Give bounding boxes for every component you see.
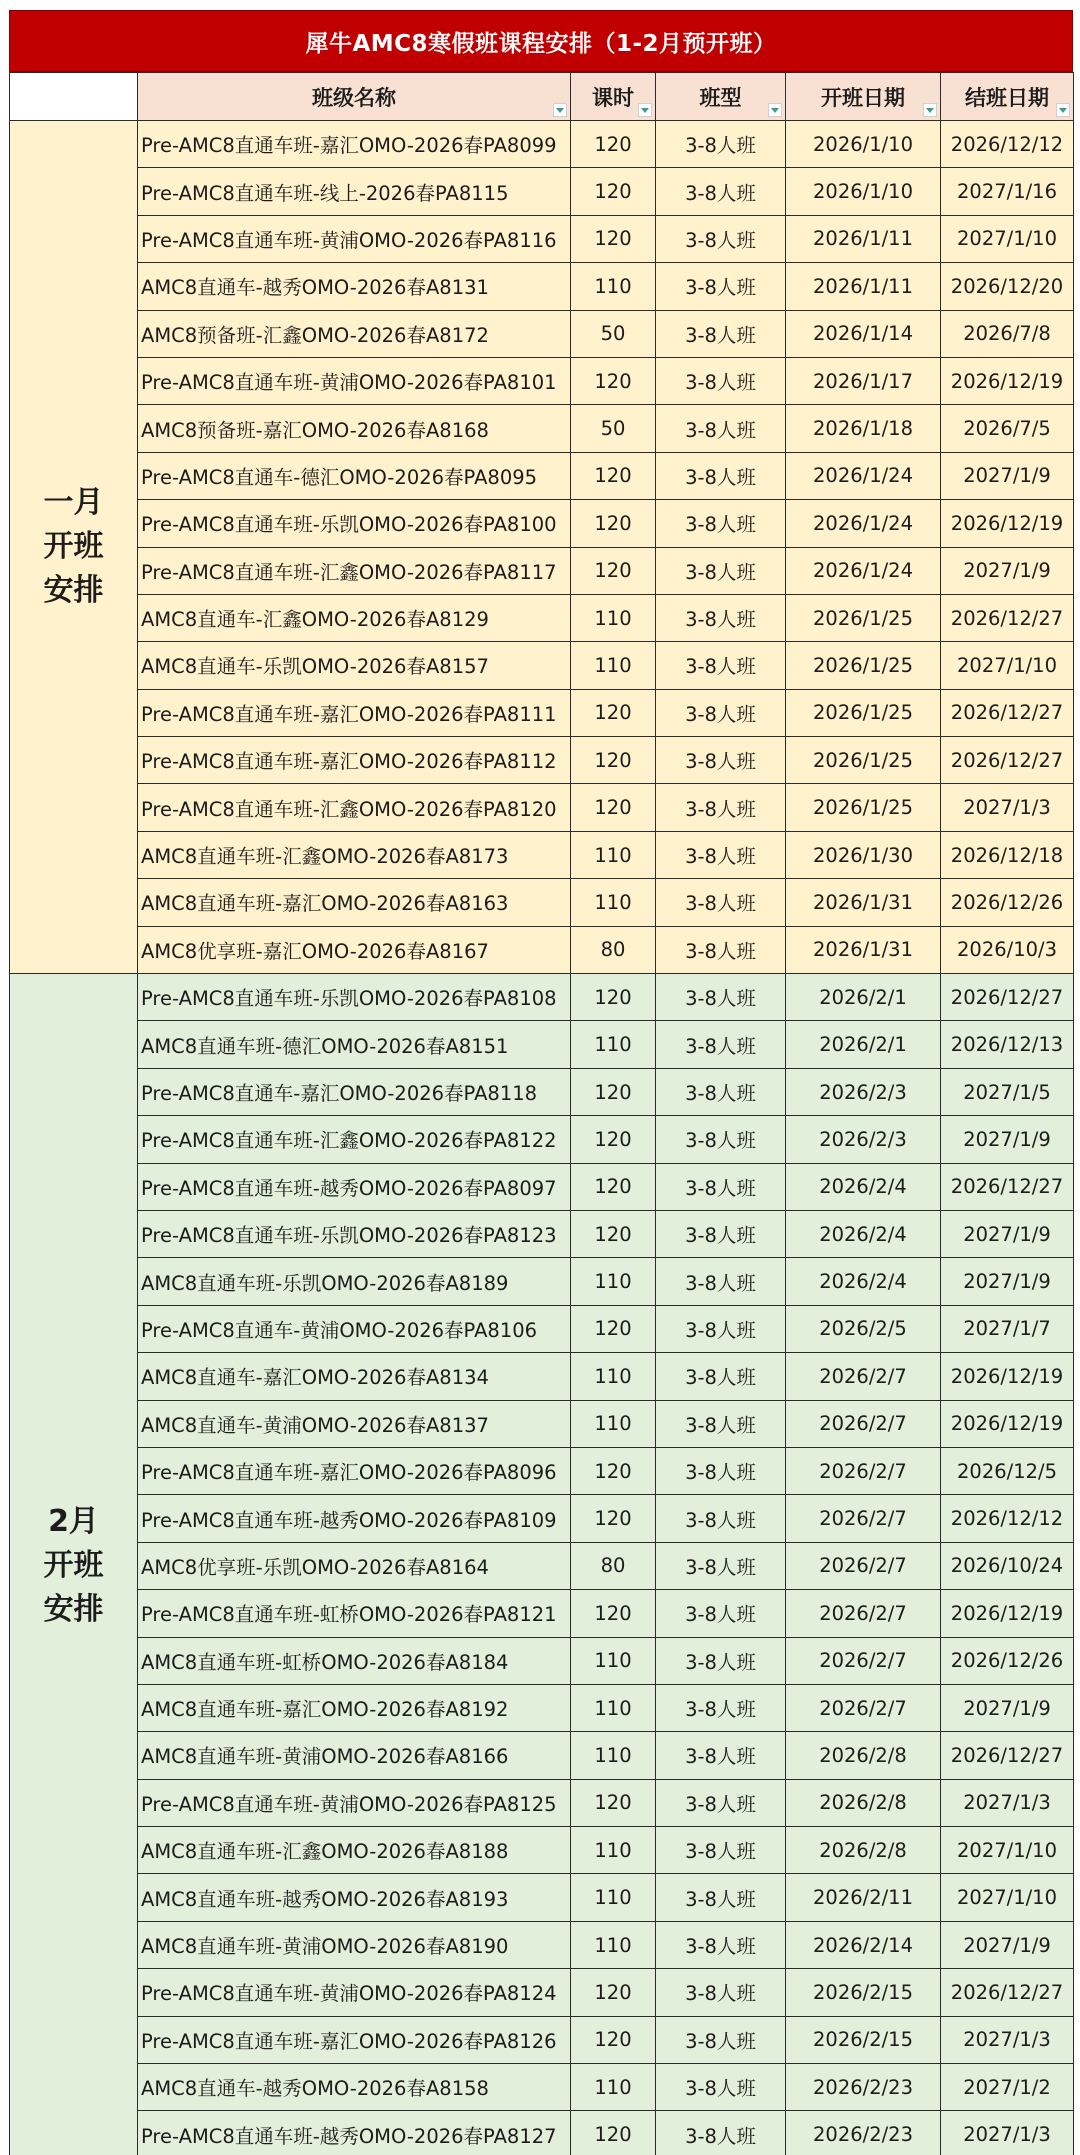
cell-hours[interactable]: 110 [571, 642, 656, 689]
cell-end-date[interactable]: 2027/1/9 [941, 1921, 1074, 1968]
cell-end-date[interactable]: 2026/12/19 [941, 1353, 1074, 1400]
cell-class-name[interactable]: Pre-AMC8直通车班-嘉汇OMO-2026春PA8096 [138, 1447, 571, 1494]
cell-hours[interactable]: 50 [571, 310, 656, 357]
cell-class-type[interactable]: 3-8人班 [656, 2111, 786, 2155]
cell-class-type[interactable]: 3-8人班 [656, 926, 786, 973]
cell-end-date[interactable]: 2026/12/26 [941, 1637, 1074, 1684]
cell-start-date[interactable]: 2026/2/7 [786, 1400, 941, 1447]
cell-hours[interactable]: 110 [571, 1827, 656, 1874]
cell-class-name[interactable]: AMC8直通车-乐凯OMO-2026春A8157 [138, 642, 571, 689]
cell-class-type[interactable]: 3-8人班 [656, 1542, 786, 1589]
table-row [10, 168, 1074, 215]
table-row [10, 1637, 1074, 1684]
cell-end-date[interactable]: 2026/7/5 [941, 405, 1074, 452]
cell-class-name[interactable]: AMC8直通车班-嘉汇OMO-2026春A8163 [138, 879, 571, 926]
table-row [10, 1163, 1074, 1210]
table-row [10, 2064, 1074, 2111]
cell-hours[interactable]: 120 [571, 121, 656, 168]
cell-hours[interactable]: 110 [571, 1874, 656, 1921]
cell-hours[interactable]: 50 [571, 405, 656, 452]
schedule-sheet [9, 10, 1073, 2155]
cell-end-date[interactable]: 2026/12/27 [941, 1969, 1074, 2016]
cell-start-date[interactable]: 2026/2/1 [786, 974, 941, 1021]
table-row [10, 1210, 1074, 1257]
cell-start-date[interactable]: 2026/2/4 [786, 1210, 941, 1257]
cell-end-date[interactable]: 2027/1/9 [941, 1210, 1074, 1257]
cell-end-date[interactable]: 2026/12/19 [941, 357, 1074, 404]
cell-start-date[interactable]: 2026/2/15 [786, 2016, 941, 2063]
cell-class-name[interactable]: Pre-AMC8直通车班-嘉汇OMO-2026春PA8112 [138, 737, 571, 784]
cell-end-date[interactable]: 2026/12/26 [941, 879, 1074, 926]
cell-hours[interactable]: 120 [571, 737, 656, 784]
table-row [10, 452, 1074, 499]
cell-class-type[interactable]: 3-8人班 [656, 452, 786, 499]
cell-class-name[interactable]: AMC8直通车班-嘉汇OMO-2026春A8192 [138, 1684, 571, 1731]
cell-class-name[interactable]: AMC8直通车-黄浦OMO-2026春A8137 [138, 1400, 571, 1447]
header-hours: 课时 [571, 73, 656, 121]
cell-class-type[interactable]: 3-8人班 [656, 1305, 786, 1352]
cell-hours[interactable]: 120 [571, 1210, 656, 1257]
cell-hours[interactable]: 120 [571, 452, 656, 499]
cell-start-date[interactable]: 2026/2/15 [786, 1969, 941, 2016]
cell-class-type[interactable]: 3-8人班 [656, 831, 786, 878]
cell-start-date[interactable]: 2026/2/3 [786, 1068, 941, 1115]
table-row [10, 1258, 1074, 1305]
cell-hours[interactable]: 110 [571, 879, 656, 926]
cell-class-name[interactable]: Pre-AMC8直通车班-嘉汇OMO-2026春PA8111 [138, 689, 571, 736]
cell-start-date[interactable]: 2026/1/30 [786, 831, 941, 878]
cell-class-name[interactable]: Pre-AMC8直通车班-越秀OMO-2026春PA8109 [138, 1495, 571, 1542]
cell-class-type[interactable]: 3-8人班 [656, 737, 786, 784]
cell-class-type[interactable]: 3-8人班 [656, 1258, 786, 1305]
table-row [10, 784, 1074, 831]
cell-end-date[interactable]: 2026/12/19 [941, 1400, 1074, 1447]
table-row [10, 594, 1074, 641]
table-row [10, 2016, 1074, 2063]
cell-class-type[interactable]: 3-8人班 [656, 879, 786, 926]
cell-hours[interactable]: 110 [571, 1021, 656, 1068]
cell-hours[interactable]: 120 [571, 215, 656, 262]
cell-end-date[interactable]: 2027/1/9 [941, 547, 1074, 594]
cell-hours[interactable]: 80 [571, 926, 656, 973]
section-label-january [10, 121, 138, 974]
table-row [10, 263, 1074, 310]
cell-class-type[interactable]: 3-8人班 [656, 1921, 786, 1968]
cell-end-date[interactable]: 2027/1/3 [941, 784, 1074, 831]
cell-class-name[interactable]: AMC8直通车班-乐凯OMO-2026春A8189 [138, 1258, 571, 1305]
cell-class-type[interactable]: 3-8人班 [656, 1400, 786, 1447]
cell-end-date[interactable]: 2026/12/5 [941, 1447, 1074, 1494]
cell-hours[interactable]: 120 [571, 500, 656, 547]
cell-end-date[interactable]: 2026/12/27 [941, 737, 1074, 784]
cell-class-type[interactable]: 3-8人班 [656, 1353, 786, 1400]
table-row [10, 1732, 1074, 1779]
table-row [10, 879, 1074, 926]
cell-end-date[interactable]: 2027/1/3 [941, 2111, 1074, 2155]
cell-end-date[interactable]: 2027/1/9 [941, 1684, 1074, 1731]
cell-start-date[interactable]: 2026/2/7 [786, 1447, 941, 1494]
cell-class-name[interactable]: AMC8优享班-嘉汇OMO-2026春A8167 [138, 926, 571, 973]
cell-start-date[interactable]: 2026/2/8 [786, 1779, 941, 1826]
cell-class-name[interactable]: Pre-AMC8直通车班-乐凯OMO-2026春PA8123 [138, 1210, 571, 1257]
table-row [10, 1779, 1074, 1826]
cell-class-type[interactable]: 3-8人班 [656, 594, 786, 641]
table-row [10, 1400, 1074, 1447]
cell-start-date[interactable]: 2026/1/24 [786, 452, 941, 499]
cell-class-name[interactable]: Pre-AMC8直通车班-嘉汇OMO-2026春PA8099 [138, 121, 571, 168]
table-row [10, 1684, 1074, 1731]
cell-class-type[interactable]: 3-8人班 [656, 263, 786, 310]
table-row [10, 926, 1074, 973]
cell-hours[interactable]: 110 [571, 1637, 656, 1684]
cell-hours[interactable]: 110 [571, 1258, 656, 1305]
cell-class-name[interactable]: Pre-AMC8直通车班-黄浦OMO-2026春PA8101 [138, 357, 571, 404]
cell-class-name[interactable]: Pre-AMC8直通车班-越秀OMO-2026春PA8127 [138, 2111, 571, 2155]
cell-start-date[interactable]: 2026/2/4 [786, 1258, 941, 1305]
table-row [10, 1021, 1074, 1068]
cell-class-name[interactable]: Pre-AMC8直通车班-黄浦OMO-2026春PA8125 [138, 1779, 571, 1826]
table-row [10, 500, 1074, 547]
cell-hours[interactable]: 120 [571, 547, 656, 594]
table-row [10, 1921, 1074, 1968]
cell-start-date[interactable]: 2026/2/23 [786, 2064, 941, 2111]
cell-class-name[interactable]: AMC8直通车班-德汇OMO-2026春A8151 [138, 1021, 571, 1068]
cell-class-name[interactable]: AMC8直通车-嘉汇OMO-2026春A8134 [138, 1353, 571, 1400]
cell-class-name[interactable]: Pre-AMC8直通车班-黄浦OMO-2026春PA8124 [138, 1969, 571, 2016]
cell-start-date[interactable]: 2026/1/24 [786, 500, 941, 547]
section-label-line: 安排 [43, 573, 104, 609]
cell-start-date[interactable]: 2026/2/1 [786, 1021, 941, 1068]
cell-end-date[interactable]: 2026/12/27 [941, 1732, 1074, 1779]
cell-hours[interactable]: 120 [571, 784, 656, 831]
cell-class-name[interactable]: AMC8预备班-嘉汇OMO-2026春A8168 [138, 405, 571, 452]
cell-end-date[interactable]: 2026/12/27 [941, 594, 1074, 641]
cell-start-date[interactable]: 2026/1/31 [786, 926, 941, 973]
cell-hours[interactable]: 120 [571, 1305, 656, 1352]
cell-hours[interactable]: 120 [571, 1116, 656, 1163]
table-row [10, 1068, 1074, 1115]
cell-class-type[interactable]: 3-8人班 [656, 1447, 786, 1494]
cell-start-date[interactable]: 2026/2/3 [786, 1116, 941, 1163]
table-row [10, 1353, 1074, 1400]
cell-end-date[interactable]: 2026/10/3 [941, 926, 1074, 973]
cell-class-type[interactable]: 3-8人班 [656, 1163, 786, 1210]
cell-start-date[interactable]: 2026/1/17 [786, 357, 941, 404]
cell-class-type[interactable]: 3-8人班 [656, 310, 786, 357]
cell-class-name[interactable]: AMC8直通车-越秀OMO-2026春A8158 [138, 2064, 571, 2111]
cell-class-type[interactable]: 3-8人班 [656, 1116, 786, 1163]
cell-class-name[interactable]: AMC8直通车班-汇鑫OMO-2026春A8188 [138, 1827, 571, 1874]
cell-class-type[interactable]: 3-8人班 [656, 405, 786, 452]
cell-start-date[interactable]: 2026/1/11 [786, 215, 941, 262]
cell-class-name[interactable]: Pre-AMC8直通车班-嘉汇OMO-2026春PA8126 [138, 2016, 571, 2063]
cell-class-type[interactable]: 3-8人班 [656, 1969, 786, 2016]
table-row [10, 1116, 1074, 1163]
cell-class-type[interactable]: 3-8人班 [656, 1068, 786, 1115]
cell-end-date[interactable]: 2027/1/2 [941, 2064, 1074, 2111]
cell-class-type[interactable]: 3-8人班 [656, 500, 786, 547]
section-label-line: 开班 [43, 1547, 104, 1583]
cell-class-name[interactable]: Pre-AMC8直通车班-汇鑫OMO-2026春PA8122 [138, 1116, 571, 1163]
cell-class-type[interactable]: 3-8人班 [656, 1590, 786, 1637]
table-row [10, 831, 1074, 878]
cell-end-date[interactable]: 2027/1/3 [941, 1779, 1074, 1826]
cell-start-date[interactable]: 2026/1/18 [786, 405, 941, 452]
cell-hours[interactable]: 120 [571, 1495, 656, 1542]
cell-start-date[interactable]: 2026/1/25 [786, 642, 941, 689]
cell-class-name[interactable]: Pre-AMC8直通车班-汇鑫OMO-2026春PA8117 [138, 547, 571, 594]
cell-class-name[interactable]: Pre-AMC8直通车班-乐凯OMO-2026春PA8100 [138, 500, 571, 547]
cell-hours[interactable]: 110 [571, 1684, 656, 1731]
cell-hours[interactable]: 110 [571, 831, 656, 878]
cell-hours[interactable]: 120 [571, 689, 656, 736]
cell-class-type[interactable]: 3-8人班 [656, 547, 786, 594]
cell-class-name[interactable]: AMC8直通车班-虹桥OMO-2026春A8184 [138, 1637, 571, 1684]
cell-class-type[interactable]: 3-8人班 [656, 689, 786, 736]
cell-class-type[interactable]: 3-8人班 [656, 1021, 786, 1068]
cell-start-date[interactable]: 2026/2/14 [786, 1921, 941, 1968]
cell-end-date[interactable]: 2027/1/9 [941, 1116, 1074, 1163]
schedule-table [9, 72, 1074, 2155]
table-row [10, 310, 1074, 357]
cell-start-date[interactable]: 2026/1/25 [786, 594, 941, 641]
cell-end-date[interactable]: 2026/10/24 [941, 1542, 1074, 1589]
cell-hours[interactable]: 120 [571, 1447, 656, 1494]
header-class-type: 班型 [656, 73, 786, 121]
cell-end-date[interactable]: 2026/12/13 [941, 1021, 1074, 1068]
cell-class-name[interactable]: AMC8直通车班-汇鑫OMO-2026春A8173 [138, 831, 571, 878]
cell-class-name[interactable]: Pre-AMC8直通车班-线上-2026春PA8115 [138, 168, 571, 215]
cell-hours[interactable]: 120 [571, 1779, 656, 1826]
table-row [10, 1305, 1074, 1352]
cell-end-date[interactable]: 2026/12/12 [941, 121, 1074, 168]
cell-start-date[interactable]: 2026/1/24 [786, 547, 941, 594]
header-section-blank [10, 73, 138, 121]
cell-class-type[interactable]: 3-8人班 [656, 784, 786, 831]
cell-class-type[interactable]: 3-8人班 [656, 215, 786, 262]
table-row [10, 121, 1074, 168]
cell-start-date[interactable]: 2026/1/14 [786, 310, 941, 357]
cell-hours[interactable]: 120 [571, 1590, 656, 1637]
cell-class-type[interactable]: 3-8人班 [656, 1495, 786, 1542]
cell-hours[interactable]: 110 [571, 1732, 656, 1779]
cell-class-type[interactable]: 3-8人班 [656, 642, 786, 689]
table-row [10, 547, 1074, 594]
cell-hours[interactable]: 80 [571, 1542, 656, 1589]
cell-class-name[interactable]: Pre-AMC8直通车班-越秀OMO-2026春PA8097 [138, 1163, 571, 1210]
header-start-date: 开班日期 [786, 73, 941, 121]
cell-class-type[interactable]: 3-8人班 [656, 1732, 786, 1779]
cell-class-type[interactable]: 3-8人班 [656, 974, 786, 1021]
cell-end-date[interactable]: 2027/1/10 [941, 642, 1074, 689]
table-row [10, 689, 1074, 736]
cell-hours[interactable]: 120 [571, 1969, 656, 2016]
cell-end-date[interactable]: 2026/12/20 [941, 263, 1074, 310]
cell-class-name[interactable]: AMC8直通车班-黄浦OMO-2026春A8190 [138, 1921, 571, 1968]
cell-class-name[interactable]: Pre-AMC8直通车班-汇鑫OMO-2026春PA8120 [138, 784, 571, 831]
table-row [10, 357, 1074, 404]
cell-class-type[interactable]: 3-8人班 [656, 1210, 786, 1257]
cell-start-date[interactable]: 2026/2/7 [786, 1637, 941, 1684]
cell-hours[interactable]: 110 [571, 1400, 656, 1447]
section-label-line: 安排 [43, 1591, 104, 1627]
cell-class-name[interactable]: AMC8直通车班-越秀OMO-2026春A8193 [138, 1874, 571, 1921]
cell-start-date[interactable]: 2026/2/7 [786, 1684, 941, 1731]
cell-start-date[interactable]: 2026/2/7 [786, 1353, 941, 1400]
cell-start-date[interactable]: 2026/2/7 [786, 1542, 941, 1589]
sheet-title: 犀牛AMC8寒假班课程安排（1-2月预开班） [9, 10, 1073, 72]
cell-start-date[interactable]: 2026/2/23 [786, 2111, 941, 2155]
cell-hours[interactable]: 120 [571, 1163, 656, 1210]
filter-dropdown-icon[interactable] [923, 103, 937, 117]
cell-start-date[interactable]: 2026/2/5 [786, 1305, 941, 1352]
table-row [10, 1495, 1074, 1542]
cell-hours[interactable]: 110 [571, 1921, 656, 1968]
table-body [10, 121, 1074, 2155]
cell-class-name[interactable]: AMC8直通车-越秀OMO-2026春A8131 [138, 263, 571, 310]
cell-start-date[interactable]: 2026/1/25 [786, 689, 941, 736]
cell-hours[interactable]: 110 [571, 263, 656, 310]
cell-start-date[interactable]: 2026/2/4 [786, 1163, 941, 1210]
section-label-february [10, 974, 138, 2155]
cell-hours[interactable]: 110 [571, 2064, 656, 2111]
table-row [10, 1590, 1074, 1637]
cell-class-type[interactable]: 3-8人班 [656, 1637, 786, 1684]
cell-end-date[interactable]: 2026/12/18 [941, 831, 1074, 878]
cell-class-name[interactable]: AMC8优享班-乐凯OMO-2026春A8164 [138, 1542, 571, 1589]
cell-hours[interactable]: 120 [571, 357, 656, 404]
cell-class-name[interactable]: Pre-AMC8直通车-德汇OMO-2026春PA8095 [138, 452, 571, 499]
cell-start-date[interactable]: 2026/1/31 [786, 879, 941, 926]
cell-end-date[interactable]: 2026/12/12 [941, 1495, 1074, 1542]
cell-end-date[interactable]: 2027/1/10 [941, 1874, 1074, 1921]
section-label-line: 一月 [43, 485, 104, 521]
cell-start-date[interactable]: 2026/2/7 [786, 1495, 941, 1542]
cell-end-date[interactable]: 2027/1/10 [941, 215, 1074, 262]
cell-class-name[interactable]: AMC8直通车班-黄浦OMO-2026春A8166 [138, 1732, 571, 1779]
cell-end-date[interactable]: 2027/1/9 [941, 452, 1074, 499]
cell-end-date[interactable]: 2027/1/3 [941, 2016, 1074, 2063]
cell-start-date[interactable]: 2026/2/7 [786, 1590, 941, 1637]
cell-class-type[interactable]: 3-8人班 [656, 2064, 786, 2111]
cell-end-date[interactable]: 2026/12/27 [941, 974, 1074, 1021]
cell-start-date[interactable]: 2026/1/10 [786, 168, 941, 215]
cell-class-type[interactable]: 3-8人班 [656, 2016, 786, 2063]
cell-class-type[interactable]: 3-8人班 [656, 1874, 786, 1921]
cell-class-name[interactable]: AMC8预备班-汇鑫OMO-2026春A8172 [138, 310, 571, 357]
header-end-date: 结班日期 [941, 73, 1074, 121]
cell-end-date[interactable]: 2026/12/19 [941, 1590, 1074, 1637]
cell-class-type[interactable]: 3-8人班 [656, 1827, 786, 1874]
cell-hours[interactable]: 120 [571, 168, 656, 215]
cell-class-name[interactable]: Pre-AMC8直通车班-乐凯OMO-2026春PA8108 [138, 974, 571, 1021]
cell-start-date[interactable]: 2026/2/11 [786, 1874, 941, 1921]
cell-end-date[interactable]: 2026/12/27 [941, 689, 1074, 736]
table-row [10, 1874, 1074, 1921]
cell-end-date[interactable]: 2027/1/5 [941, 1068, 1074, 1115]
table-row [10, 405, 1074, 452]
cell-class-name[interactable]: Pre-AMC8直通车班-黄浦OMO-2026春PA8116 [138, 215, 571, 262]
cell-start-date[interactable]: 2026/1/25 [786, 784, 941, 831]
cell-end-date[interactable]: 2026/12/27 [941, 1163, 1074, 1210]
cell-class-type[interactable]: 3-8人班 [656, 168, 786, 215]
table-row [10, 1969, 1074, 2016]
header-class-name: 班级名称 [138, 73, 571, 121]
table-row [10, 1447, 1074, 1494]
table-row [10, 974, 1074, 1021]
cell-hours[interactable]: 120 [571, 2111, 656, 2155]
table-row [10, 1542, 1074, 1589]
cell-class-name[interactable]: Pre-AMC8直通车班-虹桥OMO-2026春PA8121 [138, 1590, 571, 1637]
cell-class-type[interactable]: 3-8人班 [656, 1684, 786, 1731]
cell-hours[interactable]: 110 [571, 1353, 656, 1400]
table-row [10, 642, 1074, 689]
header-row [10, 73, 1074, 121]
table-row [10, 2111, 1074, 2155]
cell-hours[interactable]: 120 [571, 1068, 656, 1115]
cell-end-date[interactable]: 2026/7/8 [941, 310, 1074, 357]
cell-end-date[interactable]: 2026/12/19 [941, 500, 1074, 547]
cell-end-date[interactable]: 2027/1/7 [941, 1305, 1074, 1352]
cell-end-date[interactable]: 2027/1/9 [941, 1258, 1074, 1305]
cell-start-date[interactable]: 2026/1/25 [786, 737, 941, 784]
table-row [10, 1827, 1074, 1874]
cell-end-date[interactable]: 2027/1/16 [941, 168, 1074, 215]
filter-dropdown-icon[interactable] [638, 103, 652, 117]
cell-hours[interactable]: 120 [571, 2016, 656, 2063]
filter-dropdown-icon[interactable] [553, 103, 567, 117]
cell-class-type[interactable]: 3-8人班 [656, 1779, 786, 1826]
cell-class-name[interactable]: Pre-AMC8直通车-黄浦OMO-2026春PA8106 [138, 1305, 571, 1352]
cell-class-type[interactable]: 3-8人班 [656, 121, 786, 168]
section-label-line: 开班 [43, 529, 104, 565]
table-row [10, 737, 1074, 784]
cell-class-type[interactable]: 3-8人班 [656, 357, 786, 404]
cell-class-name[interactable]: AMC8直通车-汇鑫OMO-2026春A8129 [138, 594, 571, 641]
cell-end-date[interactable]: 2027/1/10 [941, 1827, 1074, 1874]
cell-start-date[interactable]: 2026/1/10 [786, 121, 941, 168]
filter-dropdown-icon[interactable] [768, 103, 782, 117]
cell-class-name[interactable]: Pre-AMC8直通车-嘉汇OMO-2026春PA8118 [138, 1068, 571, 1115]
filter-dropdown-icon[interactable] [1056, 103, 1070, 117]
cell-start-date[interactable]: 2026/2/8 [786, 1827, 941, 1874]
cell-start-date[interactable]: 2026/2/8 [786, 1732, 941, 1779]
section-label-line: 2月 [48, 1503, 99, 1539]
cell-hours[interactable]: 120 [571, 974, 656, 1021]
cell-start-date[interactable]: 2026/1/11 [786, 263, 941, 310]
table-row [10, 215, 1074, 262]
cell-hours[interactable]: 110 [571, 594, 656, 641]
